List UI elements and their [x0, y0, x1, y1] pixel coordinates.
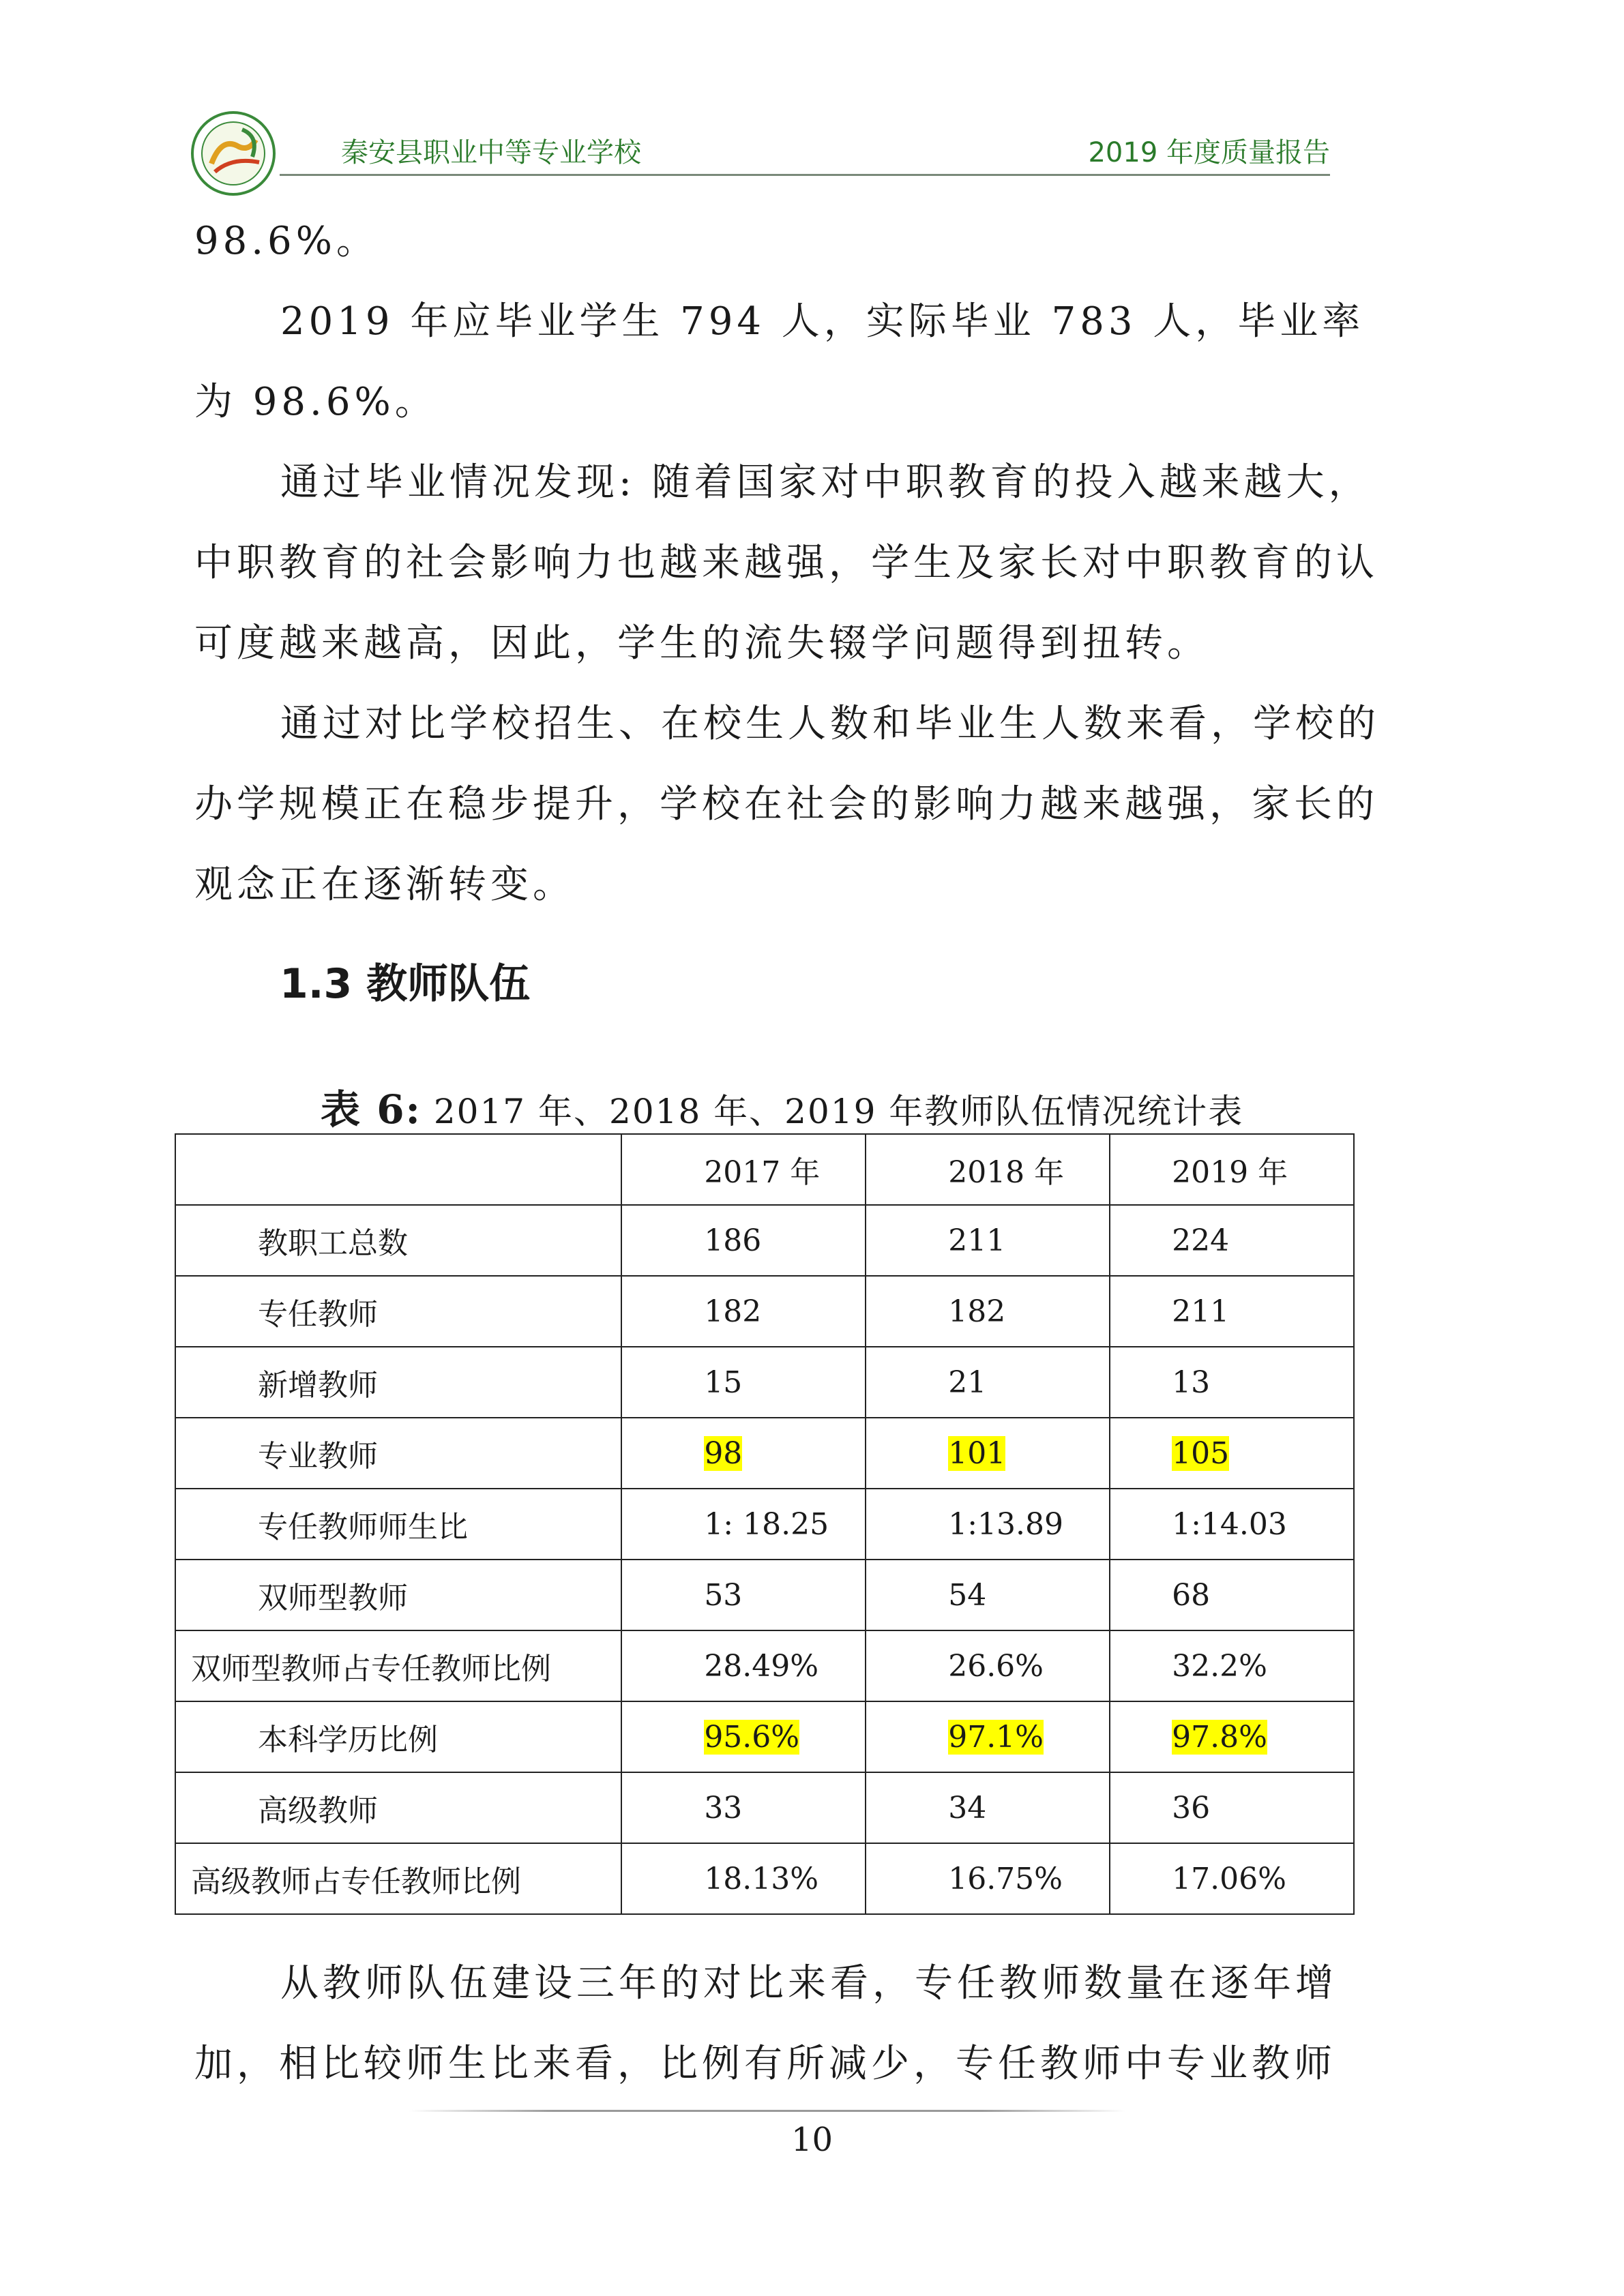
- table-caption-number: 表 6:: [321, 1086, 422, 1133]
- table-caption: [321, 1077, 1243, 1135]
- paragraph-1: 98.6%。: [194, 219, 379, 263]
- table-cell: 68: [1110, 1560, 1354, 1630]
- table-cell: 211: [1110, 1276, 1354, 1347]
- table-cell: 16.75%: [866, 1843, 1110, 1914]
- table-row: [175, 1205, 1354, 1276]
- section-title: 1.3 教师队伍: [280, 960, 531, 1008]
- table-row: [175, 1489, 1354, 1560]
- table-row: [175, 1772, 1354, 1843]
- table-cell: 54: [866, 1560, 1110, 1630]
- row-label: 专业教师: [175, 1418, 621, 1489]
- table-cell: 182: [866, 1276, 1110, 1347]
- table-header-cell: [175, 1134, 621, 1205]
- header-school-name: 秦安县职业中等专业学校: [341, 137, 641, 168]
- row-label: 专任教师: [175, 1276, 621, 1347]
- page-number: 10: [791, 2121, 833, 2159]
- row-label: 高级教师: [175, 1772, 621, 1843]
- row-label: 高级教师占专任教师比例: [175, 1843, 621, 1914]
- highlighted-value: 101: [948, 1435, 1006, 1471]
- closing-text: [194, 1943, 1381, 2104]
- table-cell: 18.13%: [621, 1843, 866, 1914]
- table-row: [175, 1560, 1354, 1630]
- table-header-cell: 2019 年: [1110, 1134, 1354, 1205]
- table-cell: 1:14.03: [1110, 1489, 1354, 1560]
- table-cell: [1110, 1418, 1354, 1489]
- row-label: 教职工总数: [175, 1205, 621, 1276]
- table-cell: 53: [621, 1560, 866, 1630]
- table-cell: 13: [1110, 1347, 1354, 1418]
- table-row: [175, 1843, 1354, 1914]
- table-row: [175, 1347, 1354, 1418]
- table-cell: 33: [621, 1772, 866, 1843]
- table-cell: 224: [1110, 1205, 1354, 1276]
- table-row: [175, 1418, 1354, 1489]
- table-cell: 32.2%: [1110, 1630, 1354, 1701]
- paragraph-2: 2019 年应毕业学生 794 人，实际毕业 783 人，毕业率为 98.6%。: [194, 299, 1365, 424]
- table-cell: [866, 1701, 1110, 1772]
- table-cell: 36: [1110, 1772, 1354, 1843]
- table-cell: 21: [866, 1347, 1110, 1418]
- table-row: [175, 1276, 1354, 1347]
- teacher-stats-table: [175, 1133, 1355, 1915]
- table-header-cell: 2018 年: [866, 1134, 1110, 1205]
- table-cell: 15: [621, 1347, 866, 1418]
- table-cell: [621, 1418, 866, 1489]
- highlighted-value: 105: [1172, 1435, 1230, 1471]
- highlighted-value: 95.6%: [704, 1719, 800, 1755]
- table-cell: 182: [621, 1276, 866, 1347]
- table-cell: [866, 1418, 1110, 1489]
- row-label: 本科学历比例: [175, 1701, 621, 1772]
- header-divider: [280, 174, 1330, 176]
- table-cell: 34: [866, 1772, 1110, 1843]
- header-report-title: 2019 年度质量报告: [1088, 137, 1330, 168]
- table-cell: [621, 1701, 866, 1772]
- paragraph-4: 通过对比学校招生、在校生人数和毕业生人数来看，学校的办学规模正在稳步提升，学校在社会的影响力越来越强，家长的观念正在逐渐转变。: [194, 702, 1380, 907]
- row-label: 新增教师: [175, 1347, 621, 1418]
- table-cell: 1: 18.25: [621, 1489, 866, 1560]
- highlighted-value: 98: [704, 1435, 743, 1471]
- table-cell: 211: [866, 1205, 1110, 1276]
- table-row: [175, 1701, 1354, 1772]
- table-caption-text: 2017 年、2018 年、2019 年教师队伍情况统计表: [433, 1092, 1244, 1131]
- table-cell: 26.6%: [866, 1630, 1110, 1701]
- row-label: 双师型教师: [175, 1560, 621, 1630]
- table-header-row: [175, 1134, 1354, 1205]
- footer-divider: [409, 2110, 1125, 2112]
- row-label: 双师型教师占专任教师比例: [175, 1630, 621, 1701]
- table-cell: 1:13.89: [866, 1489, 1110, 1560]
- paragraph-3: 通过毕业情况发现: 随着国家对中职教育的投入越来越大，中职教育的社会影响力也越来越强，学生及家长对中职教育的认可度越来越高，因此，学生的流失辍学问题得到扭转。: [194, 460, 1378, 666]
- table-row: [175, 1630, 1354, 1701]
- table-cell: [1110, 1701, 1354, 1772]
- highlighted-value: 97.1%: [948, 1719, 1044, 1755]
- row-label: 专任教师师生比: [175, 1489, 621, 1560]
- table-header-cell: 2017 年: [621, 1134, 866, 1205]
- table-cell: 186: [621, 1205, 866, 1276]
- highlighted-value: 97.8%: [1172, 1719, 1267, 1755]
- table-cell: 17.06%: [1110, 1843, 1354, 1914]
- closing-paragraph: 从教师队伍建设三年的对比来看，专任教师数量在逐年增加，相比较师生比来看，比例有所减少，专任教师中专业教师: [194, 1961, 1338, 2086]
- school-logo-icon: [184, 109, 286, 198]
- page-header: [184, 109, 1330, 177]
- intro-text: [194, 201, 1381, 925]
- table-cell: 28.49%: [621, 1630, 866, 1701]
